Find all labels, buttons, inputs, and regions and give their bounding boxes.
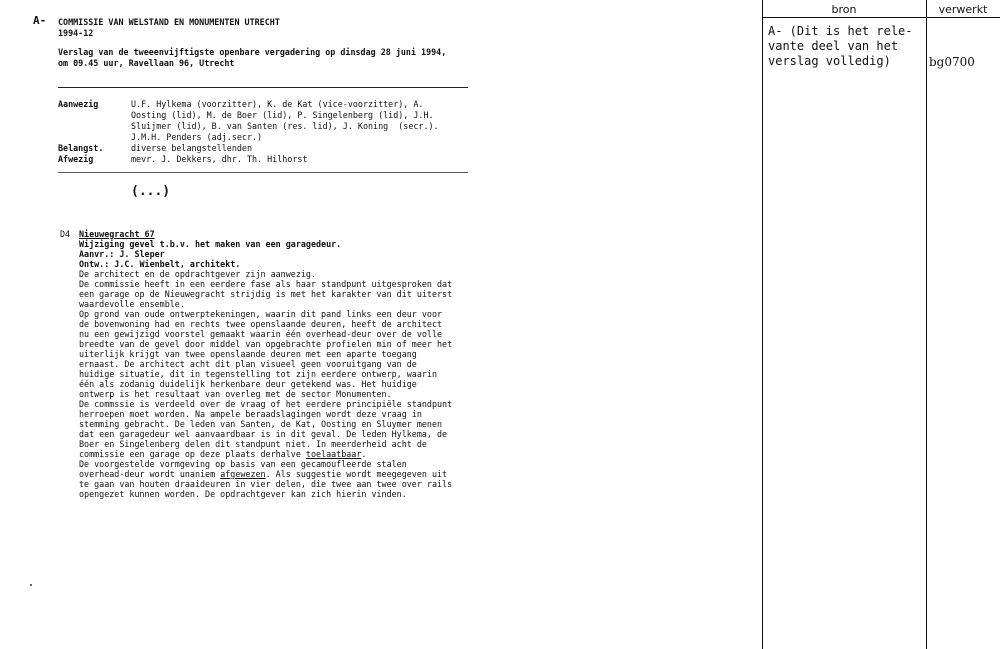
conclusion-emphasis: toelaatbaar xyxy=(305,449,362,459)
absent-label: Afwezig xyxy=(58,154,94,164)
bron-note-line: verslag volledig) xyxy=(768,54,891,68)
organization-title: COMMISSIE VAN WELSTAND EN MONUMENTEN UTRECHT xyxy=(58,17,280,27)
report-line-2: om 09.45 uur, Ravellaan 96, Utrecht xyxy=(58,58,235,68)
body-line: de bovenwoning had en rechts twee openslaande deuren, heeft de architect xyxy=(79,319,443,329)
absent-value: mevr. J. Dekkers, dhr. Th. Hilhorst xyxy=(131,154,308,164)
body-line: uiterlijk krijgt van twee openslaande deuren met een aparte toegang xyxy=(79,349,417,359)
conclusion-line xyxy=(79,449,366,459)
item-applicant: Aanvr.: J. Sleper xyxy=(79,249,165,259)
interested-label: Belangst. xyxy=(58,143,104,153)
present-line: Sluijmer (lid), B. van Santen (res. lid), J. Koning (secr.). xyxy=(131,121,439,131)
body-line: De voorgestelde vormgeving op basis van een gecamoufleerde stalen xyxy=(79,459,407,469)
bron-note-line: vante deel van het xyxy=(768,39,899,53)
item-designer: Ontw.: J.C. Wienbelt, architekt. xyxy=(79,259,241,269)
body-line: Boer en Singelenberg delen dit standpunt niet. In meerderheid acht de xyxy=(79,439,427,449)
body-line: De commissie heeft in een eerdere fase als haar standpunt uitgesproken dat xyxy=(79,279,453,289)
divider-bottom xyxy=(58,172,468,173)
rejection-text: overhead-deur wordt unaniem xyxy=(79,469,221,479)
present-line: Oosting (lid), M. de Boer (lid), P. Singelenberg (lid), J.H. xyxy=(131,110,434,120)
verwerkt-column-header: verwerkt xyxy=(938,3,988,16)
body-line: herroepen moet worden. Na ampele beraadslagingen wordt deze vraag in xyxy=(79,409,422,419)
body-line: breedte van de gevel door middel van opgebrachte profielen min of meer het xyxy=(79,339,453,349)
body-line: ontwerp is het resultaat van overleg met de sector Monumenten. xyxy=(79,389,392,399)
body-line: dat een garagedeur wel aanvaardbaar is in dit geval. De leden Hylkema, de xyxy=(79,429,448,439)
body-line: opengezet kunnen worden. De opdrachtgever kan zich hierin vinden. xyxy=(79,489,407,499)
document-code: 1994-12 xyxy=(58,28,94,38)
body-line: één als zodanig duidelijk herkenbare deur getekend was. Het huidige xyxy=(79,379,417,389)
verwerkt-reference: bg0700 xyxy=(929,55,975,69)
body-line: huidige situatie, dit in tegenstelling tot zijn eerdere ontwerp, waarin xyxy=(79,369,437,379)
present-line: U.F. Hylkema (voorzitter), K. de Kat (vice-voorzitter), A. xyxy=(131,99,424,109)
rejection-line xyxy=(79,469,447,479)
item-title: Nieuwegracht 67 xyxy=(79,229,155,239)
report-line-1: Verslag van de tweeenvijftigste openbare vergadering op dinsdag 28 juni 1994, xyxy=(58,47,447,57)
bron-column-header: bron xyxy=(831,3,857,16)
body-line: ernaast. De architect acht dit plan visueel geen vooruitgang van de xyxy=(79,359,417,369)
omission-ellipsis: (...) xyxy=(131,184,171,199)
section-marker: A- xyxy=(33,14,47,27)
body-line: Op grond van oude ontwerptekeningen, waarin dit pand links een deur voor xyxy=(79,309,443,319)
bron-note-line: A- (Dit is het rele- xyxy=(768,24,913,38)
item-number: D4 xyxy=(60,229,71,239)
column-divider-middle xyxy=(926,0,927,649)
bron-note xyxy=(768,24,913,69)
conclusion-text: commissie een garage op deze plaats derhalve xyxy=(79,449,306,459)
body-line: De architect en de opdrachtgever zijn aanwezig. xyxy=(79,269,316,279)
body-line: nu een gewijzigd voorstel gemaakt waarin één overhead-deur over de volle xyxy=(79,329,443,339)
scan-speck xyxy=(30,584,32,586)
body-line: waardevolle ensemble. xyxy=(79,299,185,309)
column-divider-left xyxy=(762,0,763,649)
present-label: Aanwezig xyxy=(58,99,99,109)
item-subject: Wijziging gevel t.b.v. het maken van een garagedeur. xyxy=(79,239,342,249)
interested-value: diverse belangstellenden xyxy=(131,143,253,153)
header-rule xyxy=(762,17,1000,18)
body-line: stemming gebracht. De leden van Santen, de Kat, Oosting en Sluymer menen xyxy=(79,419,443,429)
body-line: een garage op de Nieuwegracht strijdig is met het karakter van dit uiterst xyxy=(79,289,453,299)
conclusion-end: . xyxy=(361,449,367,459)
present-line: J.M.H. Penders (adj.secr.) xyxy=(131,132,263,142)
rejection-emphasis: afgewezen xyxy=(220,469,266,479)
body-line: De commssie is verdeeld over de vraag of het eerdere principiële standpunt xyxy=(79,399,453,409)
rejection-end: . Als suggestie wordt meegegeven uit xyxy=(265,469,448,479)
body-line: te gaan van houten draaideuren in vier delen, die twee aan twee over rails xyxy=(79,479,453,489)
divider-top xyxy=(58,87,468,88)
